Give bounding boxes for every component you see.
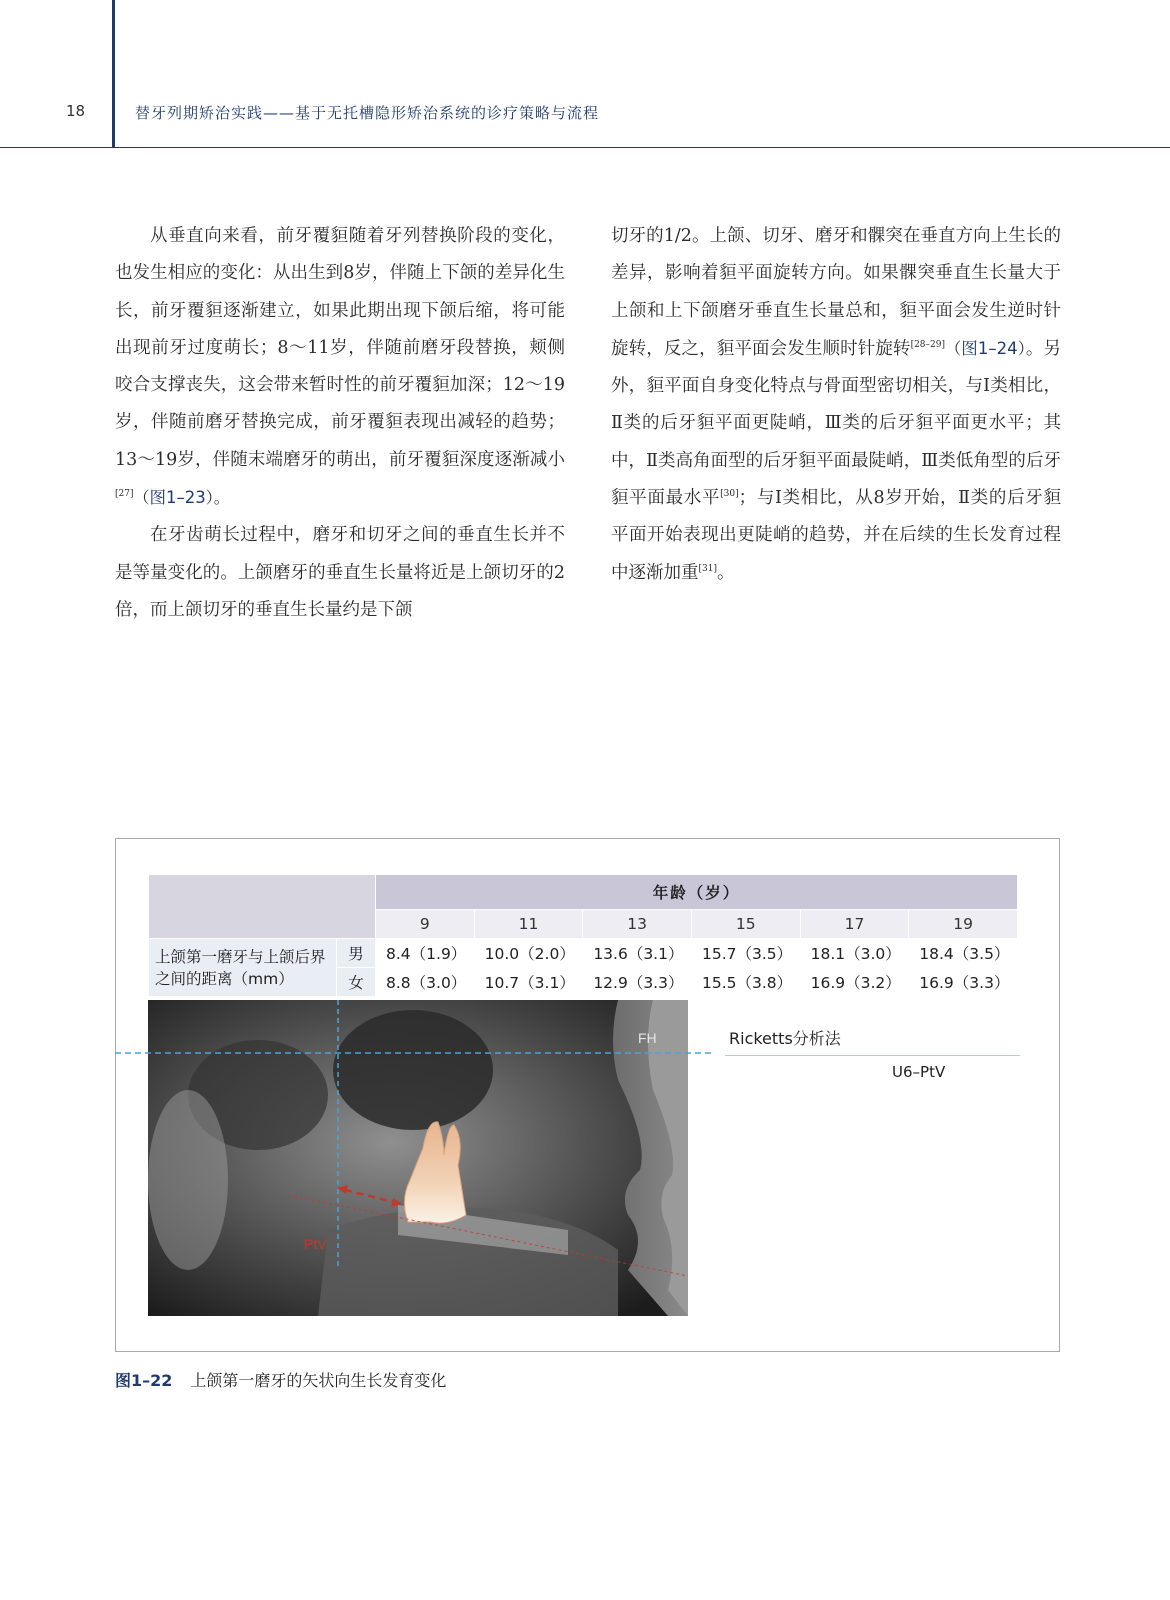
paragraph-text: 在牙齿萌长过程中，磨牙和切牙之间的垂直生长并不是等量变化的。上颌磨牙的垂直生长量将近是上颌切牙的2倍，而上颌切牙的垂直生长量约是下颌 bbox=[115, 525, 565, 620]
paragraph-text: 切牙的1/2。上颌、切牙、磨牙和髁突在垂直方向上生长的差异，影响着貆平面旋转方向。如果髁突垂直生长量大于上颌和上下颌磨牙垂直生长量总和，貆平面会发生逆时针旋转，反之，貆平面会发生顺时针旋转 bbox=[611, 226, 1061, 359]
left-column bbox=[115, 218, 565, 629]
table-cell: 16.9（3.2） bbox=[800, 968, 909, 997]
table-cell: 15.5（3.8） bbox=[691, 968, 800, 997]
running-title: 替牙列期矫治实践——基于无托槽隐形矫治系统的诊疗策略与流程 bbox=[135, 104, 600, 122]
table-cell: 15.7（3.5） bbox=[691, 939, 800, 968]
paragraph-text: 。 bbox=[716, 562, 735, 583]
paragraph bbox=[115, 218, 565, 517]
header-rule bbox=[0, 147, 1170, 148]
age-header: 17 bbox=[800, 910, 909, 939]
cervical-area bbox=[148, 1090, 228, 1270]
paragraph bbox=[611, 218, 1061, 592]
paren-close: ）。 bbox=[205, 488, 230, 508]
paragraph-text: 。另外，貆平面自身变化特点与骨面型密切相关，与Ⅰ类相比，Ⅱ类的后牙貆平面更陡峭，Ⅲ类的后牙貆平面更水平；其中，Ⅱ类高角面型的后牙貆平面最陡峭，Ⅲ类低角型的后牙貆平面最水平 bbox=[611, 338, 1061, 509]
paragraph-text: 从垂直向来看，前牙覆貆随着牙列替换阶段的变化，也发生相应的变化：从出生到8岁，伴随上下颌的差异化生长，前牙覆貆逐渐建立，如果此期出现下颌后缩，将可能出现前牙过度萌长；8～11岁，伴随前磨牙段替换，颊侧咬合支撑丧失，这会带来暂时性的前牙覆貆加深；12～19岁，伴随前磨牙替换完成，前牙覆貆表现出减轻的趋势；13～19岁，伴随末端磨牙的萌出，前牙覆貆深度逐渐减小 bbox=[115, 226, 565, 470]
growth-table bbox=[148, 874, 1018, 997]
table-cell: 16.9（3.3） bbox=[909, 968, 1018, 997]
figure-reference: 图1–23 bbox=[149, 488, 206, 508]
citation: [30] bbox=[720, 489, 739, 500]
table-cell: 8.8（3.0） bbox=[376, 968, 475, 997]
fh-label: FH bbox=[638, 1030, 657, 1046]
maxillary-sinus bbox=[333, 1010, 493, 1130]
table-cell: 18.1（3.0） bbox=[800, 939, 909, 968]
figure-reference: 图1–24 bbox=[961, 338, 1018, 358]
paren-open: （ bbox=[133, 488, 150, 508]
citation: [28–29] bbox=[910, 339, 945, 350]
analysis-method-label: Ricketts分析法 bbox=[729, 1029, 841, 1048]
table-corner bbox=[149, 875, 376, 939]
sex-label: 女 bbox=[337, 968, 376, 997]
right-column bbox=[611, 218, 1061, 592]
ptv-label: PtV bbox=[304, 1236, 327, 1252]
table-header: 年龄（岁） bbox=[376, 875, 1018, 910]
age-header: 11 bbox=[474, 910, 583, 939]
table-cell: 10.7（3.1） bbox=[474, 968, 583, 997]
caption-text: 上颌第一磨牙的矢状向生长发育变化 bbox=[190, 1371, 447, 1390]
age-header: 15 bbox=[691, 910, 800, 939]
age-header: 9 bbox=[376, 910, 475, 939]
paragraph-text: ；与Ⅰ类相比，从8岁开始，Ⅱ类的后牙貆平面开始表现出更陡峭的趋势，并在后续的生长发育过程中逐渐加重 bbox=[611, 488, 1061, 583]
measurement-label: U6–PtV bbox=[892, 1063, 946, 1081]
table-header-row bbox=[149, 875, 1018, 910]
table-cell: 13.6（3.1） bbox=[583, 939, 692, 968]
paren-open: （ bbox=[945, 338, 962, 358]
table-cell: 8.4（1.9） bbox=[376, 939, 475, 968]
fh-line bbox=[115, 1051, 715, 1055]
table-cell: 10.0（2.0） bbox=[474, 939, 583, 968]
age-header: 19 bbox=[909, 910, 1018, 939]
table-cell: 12.9（3.3） bbox=[583, 968, 692, 997]
cephalometric-radiograph bbox=[148, 1000, 688, 1316]
caption-number: 图1–22 bbox=[115, 1371, 173, 1390]
header-accent-bar bbox=[112, 0, 115, 148]
age-header: 13 bbox=[583, 910, 692, 939]
table-row bbox=[149, 939, 1018, 968]
sex-label: 男 bbox=[337, 939, 376, 968]
page-number: 18 bbox=[66, 102, 86, 120]
table-cell: 18.4（3.5） bbox=[909, 939, 1018, 968]
analysis-rule bbox=[725, 1055, 1020, 1056]
citation: [27] bbox=[115, 489, 134, 500]
row-label: 上颌第一磨牙与上颌后界之间的距离（mm） bbox=[149, 939, 337, 997]
citation: [31] bbox=[698, 563, 717, 574]
figure-caption bbox=[115, 1368, 446, 1391]
paren-close: ） bbox=[1017, 338, 1026, 358]
paragraph bbox=[115, 517, 565, 629]
